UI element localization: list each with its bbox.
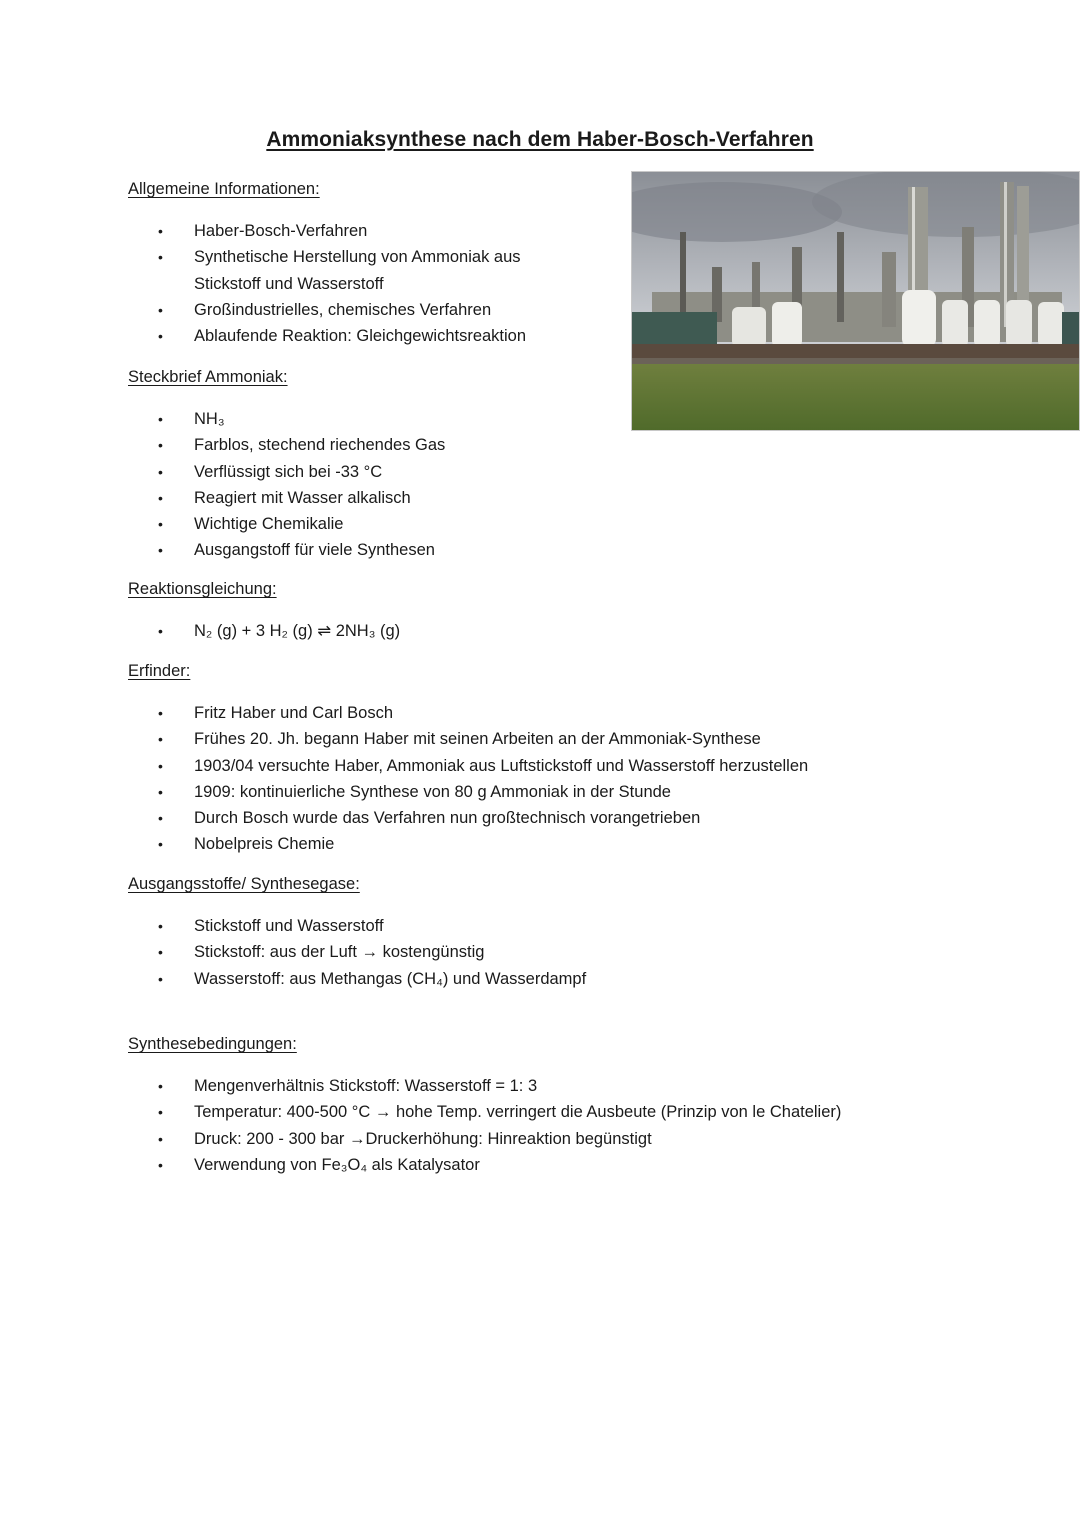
ammonia-plant-photo <box>631 171 1080 431</box>
section-heading: Allgemeine Informationen: <box>128 180 320 198</box>
section-heading: Synthesebedingungen: <box>128 1035 297 1053</box>
page-title: Ammoniaksynthese nach dem Haber-Bosch-Verfahren <box>266 128 814 151</box>
starting-materials-list <box>128 913 586 992</box>
list-item: • Stickstoff: aus der Luft → kostengünstig <box>158 943 485 962</box>
section-synthesis-conditions <box>128 1033 841 1178</box>
list-item: • Großindustrielles, chemisches Verfahren <box>158 300 492 319</box>
section-reaction-equation <box>128 578 400 644</box>
general-info-list <box>128 218 526 349</box>
list-item: • Wasserstoff: aus Methangas (CH₄) und Wasserdampf <box>158 969 587 988</box>
list-item: • Druck: 200 - 300 bar →Druckerhöhung: Hinreaktion begünstigt <box>158 1129 652 1148</box>
list-item: • 1909: kontinuierliche Synthese von 80 g Ammoniak in der Stunde <box>158 782 671 801</box>
section-heading: Reaktionsgleichung: <box>128 580 277 598</box>
section-heading: Erfinder: <box>128 662 191 680</box>
list-item: • Mengenverhältnis Stickstoff: Wasserstoff = 1: 3 <box>158 1077 538 1095</box>
list-item: • Verwendung von Fe₃O₄ als Katalysator <box>158 1155 480 1174</box>
list-item: • Fritz Haber und Carl Bosch <box>158 704 393 722</box>
ammonia-profile-list <box>128 406 445 564</box>
list-item: • Temperatur: 400-500 °C → hohe Temp. verringert die Ausbeute (Prinzip von le Chatelier) <box>158 1103 842 1122</box>
section-ammonia-profile <box>128 366 445 564</box>
list-item: • Frühes 20. Jh. begann Haber mit seinen Arbeiten an der Ammoniak-Synthese <box>158 730 761 749</box>
list-item: • N₂ (g) + 3 H₂ (g) ⇌ 2NH₃ (g) <box>158 622 401 640</box>
list-item: • Synthetische Herstellung von Ammoniak aus <box>158 248 521 267</box>
section-starting-materials <box>128 873 586 992</box>
reaction-equation-list <box>128 618 400 644</box>
section-inventors <box>128 660 808 858</box>
section-general-info <box>128 178 526 349</box>
list-item: • Ablaufende Reaktion: Gleichgewichtsreaktion <box>158 327 527 346</box>
synthesis-conditions-list <box>128 1073 841 1178</box>
list-item: • NH₃ <box>158 410 225 428</box>
list-item: • 1903/04 versuchte Haber, Ammoniak aus Luftstickstoff und Wasserstoff herzustellen <box>158 756 809 775</box>
inventors-list <box>128 700 808 858</box>
list-item-continuation: Stickstoff und Wasserstoff <box>194 274 384 293</box>
list-item: • Ausgangstoff für viele Synthesen <box>158 541 435 560</box>
list-item: • Reagiert mit Wasser alkalisch <box>158 488 411 507</box>
list-item: • Nobelpreis Chemie <box>158 835 335 854</box>
list-item: • Farblos, stechend riechendes Gas <box>158 436 446 455</box>
list-item: • Wichtige Chemikalie <box>158 515 344 534</box>
section-heading: Steckbrief Ammoniak: <box>128 368 288 386</box>
list-item: • Stickstoff und Wasserstoff <box>158 917 384 935</box>
section-heading: Ausgangsstoffe/ Synthesegase: <box>128 875 360 893</box>
list-item: • Haber-Bosch-Verfahren <box>158 222 368 240</box>
list-item: • Durch Bosch wurde das Verfahren nun großtechnisch vorangetrieben <box>158 809 701 828</box>
list-item: • Verflüssigt sich bei -33 °C <box>158 462 383 481</box>
